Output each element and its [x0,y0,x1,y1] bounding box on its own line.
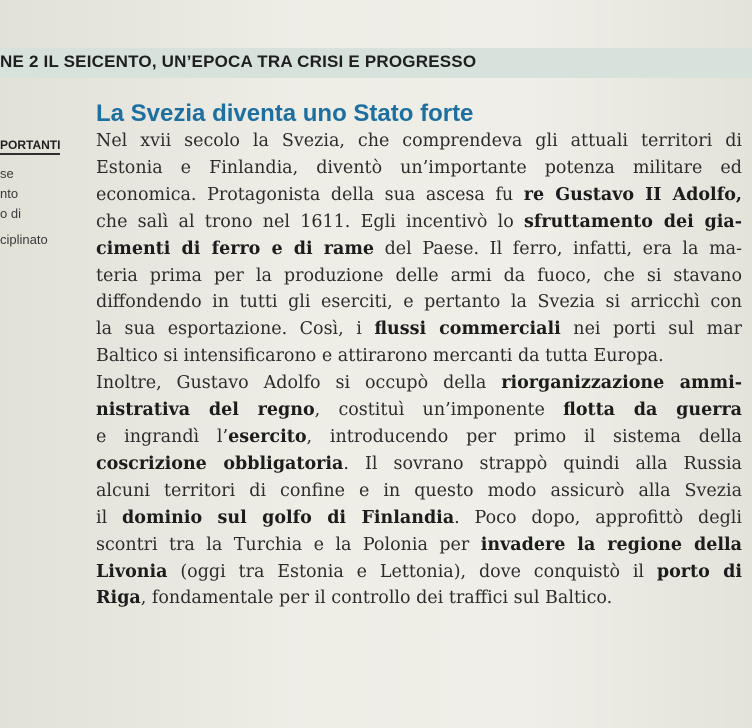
bold-term: nistrativa del regno [96,400,315,421]
bold-term: cimenti di ferro e di rame [96,238,374,259]
bold-term: flussi commerciali [374,319,561,340]
text-line [96,478,742,505]
text-line [96,128,742,155]
text-run: Inoltre, Gustavo Adolfo si occupò della [96,373,502,394]
bold-term: flotta da guerra [563,400,742,421]
body-paragraph [96,128,742,612]
text-line [96,343,742,370]
text-line [96,505,742,532]
text-run: , costituì un’imponente [314,400,564,421]
chapter-header: NE 2 IL SEICENTO, UN’EPOCA TRA CRISI E PROGRESSO [0,52,477,71]
text-line [96,316,742,343]
bold-term: Livonia [96,561,168,582]
text-line [96,370,742,397]
text-run: Estonia e Finlandia, diventò un’importante potenza militare ed [96,157,742,178]
text-run: . Il sovrano strappò quindi alla Russia [343,453,742,474]
bold-term: invadere la regione della [480,534,742,555]
text-run: , fondamentale per il controllo dei traffici sul Baltico. [140,588,613,609]
text-line [96,559,742,586]
bold-term: dominio sul golfo di Finlandia [122,507,455,528]
text-run: la sua esportazione. Così, i [96,319,375,340]
margin-item: nto [0,186,19,201]
text-run: teria prima per la produzione delle armi da fuoco, che si stavano [96,265,742,286]
bold-term: re Gustavo II Adolfo, [523,184,743,205]
text-line [96,263,742,290]
text-line [96,397,742,424]
text-run: Baltico si intensificarono e attirarono mercanti da tutta Europa. [96,346,664,367]
text-line [96,451,742,478]
margin-item: ciplinato [0,232,48,247]
text-line [96,532,742,559]
text-run: (oggi tra Estonia e Lettonia), dove conquistò il [167,561,657,582]
text-line [96,209,742,236]
text-line [96,236,742,263]
text-run: del Paese. Il ferro, infatti, era la ma- [374,238,743,259]
bold-term: sfruttamento dei gia- [523,211,742,232]
text-run: economica. Protagonista della sua ascesa fu [96,184,524,205]
bold-term: porto di [656,561,742,582]
text-line [96,289,742,316]
text-run: alcuni territori di confine e in questo modo assicurò alla Svezia [96,480,742,501]
text-line [96,155,742,182]
margin-item: o di [0,206,21,221]
margin-item: se [0,166,14,181]
section-title: La Svezia diventa uno Stato forte [96,100,474,127]
margin-heading: PORTANTI [0,138,60,155]
text-run: Nel xvii secolo la Svezia, che comprendeva gli attuali territori di [96,131,742,151]
text-line [96,424,742,451]
text-run: diffondendo in tutti gli eserciti, e pertanto la Svezia si arricchì con [96,292,742,313]
text-line [96,585,742,612]
bold-term: Riga [96,588,141,609]
text-run: che salì al trono nel 1611. Egli incentivò lo [96,211,524,232]
text-run: scontri tra la Turchia e la Polonia per [96,534,481,555]
text-run: il [96,507,123,528]
bold-term: esercito [228,426,307,447]
text-run: , introducendo per primo il sistema della [306,426,742,447]
text-run: . Poco dopo, approfittò degli [454,507,742,528]
text-line [96,182,742,209]
bold-term: coscrizione obbligatoria [96,453,344,474]
text-run: e ingrandì l’ [96,426,229,447]
text-run: nei porti sul mar [560,319,742,340]
bold-term: riorganizzazione ammi- [501,373,742,394]
